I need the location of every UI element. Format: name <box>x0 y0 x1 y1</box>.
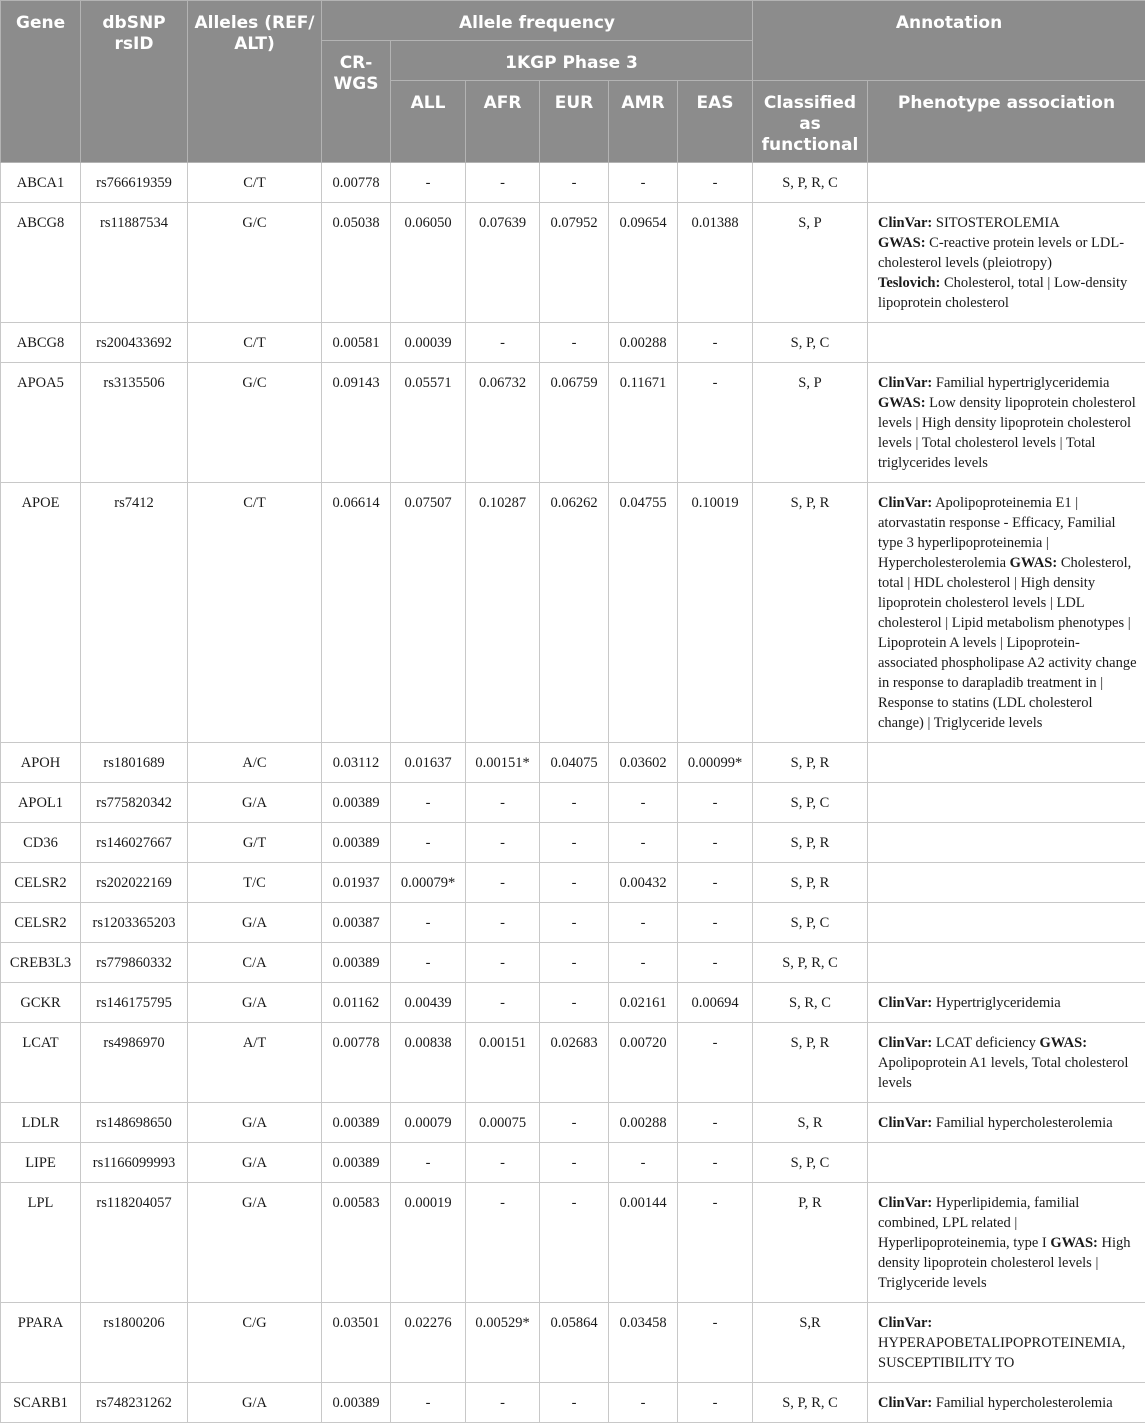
eas-cell: - <box>678 903 753 943</box>
afr-cell: - <box>466 1383 540 1423</box>
afr-cell: - <box>466 163 540 203</box>
all-cell: - <box>391 783 466 823</box>
amr-cell: 0.03602 <box>609 743 678 783</box>
classified-cell: S, P <box>753 203 868 323</box>
eur-cell: - <box>540 903 609 943</box>
amr-cell: 0.00288 <box>609 323 678 363</box>
classified-cell: S, P, R <box>753 743 868 783</box>
amr-cell: 0.04755 <box>609 483 678 743</box>
phenotype-text: Apolipoprotein A1 levels, Total cholesterol levels <box>878 1055 1129 1091</box>
phenotype-text: Hypertriglyceridemia <box>932 995 1061 1011</box>
eur-cell: - <box>540 163 609 203</box>
eas-cell: - <box>678 163 753 203</box>
gene-cell: APOE <box>1 483 81 743</box>
phenotype-source-label: ClinVar: <box>878 495 933 511</box>
phenotype-source-label: ClinVar: <box>878 1195 933 1211</box>
afr-cell: - <box>466 983 540 1023</box>
alleles-cell: G/A <box>188 1103 322 1143</box>
header-eur: EUR <box>540 81 609 163</box>
alleles-cell: A/C <box>188 743 322 783</box>
amr-cell: - <box>609 1383 678 1423</box>
phenotype-cell <box>868 1143 1145 1183</box>
alleles-cell: C/T <box>188 163 322 203</box>
alleles-cell: A/T <box>188 1023 322 1103</box>
all-cell: - <box>391 943 466 983</box>
rsid-cell: rs1801689 <box>81 743 188 783</box>
eas-cell: 0.00694 <box>678 983 753 1023</box>
all-cell: - <box>391 903 466 943</box>
phenotype-text: Familial hypercholesterolemia <box>932 1395 1113 1411</box>
crwgs-cell: 0.00389 <box>322 1383 391 1423</box>
crwgs-cell: 0.05038 <box>322 203 391 323</box>
header-alleles: Alleles (REF/ ALT) <box>188 1 322 163</box>
afr-cell: - <box>466 823 540 863</box>
classified-cell: S,R <box>753 1303 868 1383</box>
gene-cell: APOH <box>1 743 81 783</box>
eas-cell: 0.10019 <box>678 483 753 743</box>
alleles-cell: G/A <box>188 983 322 1023</box>
header-crwgs: CR-WGS <box>322 41 391 163</box>
eur-cell: - <box>540 983 609 1023</box>
crwgs-cell: 0.00389 <box>322 783 391 823</box>
classified-cell: S, P, R, C <box>753 943 868 983</box>
header-gene: Gene <box>1 1 81 163</box>
rsid-cell: rs148698650 <box>81 1103 188 1143</box>
eas-cell: - <box>678 783 753 823</box>
phenotype-text: Low density lipoprotein cholesterol levels | High density lipoprotein cholesterol levels | Total cholesterol levels | Total triglycerides levels <box>878 395 1136 471</box>
phenotype-text: C-reactive protein levels or LDL-cholesterol levels (pleiotropy) <box>878 235 1125 271</box>
all-cell: - <box>391 823 466 863</box>
alleles-cell: G/A <box>188 1383 322 1423</box>
crwgs-cell: 0.01937 <box>322 863 391 903</box>
phenotype-source-label: ClinVar: <box>878 1115 933 1131</box>
all-cell: 0.00838 <box>391 1023 466 1103</box>
phenotype-source-label: GWAS: <box>878 395 926 411</box>
eur-cell: 0.07952 <box>540 203 609 323</box>
phenotype-text: Cholesterol, total | Low-density lipoprotein cholesterol <box>878 275 1128 311</box>
amr-cell: - <box>609 1143 678 1183</box>
phenotype-text: High density lipoprotein cholesterol levels | Triglyceride levels <box>878 1235 1131 1291</box>
gene-cell: ABCG8 <box>1 203 81 323</box>
eur-cell: - <box>540 323 609 363</box>
phenotype-cell <box>868 1303 1145 1383</box>
gene-cell: LIPE <box>1 1143 81 1183</box>
eas-cell: - <box>678 823 753 863</box>
afr-cell: 0.00529* <box>466 1303 540 1383</box>
classified-cell: S, P, C <box>753 323 868 363</box>
phenotype-text: Familial hypertriglyceridemia <box>932 375 1110 391</box>
amr-cell: 0.00144 <box>609 1183 678 1303</box>
crwgs-cell: 0.00389 <box>322 823 391 863</box>
header-phenotype: Phenotype association <box>868 81 1145 163</box>
afr-cell: - <box>466 1143 540 1183</box>
rsid-cell: rs7412 <box>81 483 188 743</box>
eas-cell: - <box>678 363 753 483</box>
afr-cell: - <box>466 323 540 363</box>
classified-cell: S, P, C <box>753 783 868 823</box>
phenotype-cell <box>868 163 1145 203</box>
classified-cell: S, P, R <box>753 1023 868 1103</box>
amr-cell: 0.11671 <box>609 363 678 483</box>
rsid-cell: rs4986970 <box>81 1023 188 1103</box>
eur-cell: 0.05864 <box>540 1303 609 1383</box>
gene-cell: LPL <box>1 1183 81 1303</box>
classified-cell: S, P, R <box>753 483 868 743</box>
rsid-cell: rs1800206 <box>81 1303 188 1383</box>
rsid-cell: rs775820342 <box>81 783 188 823</box>
classified-cell: S, P, R <box>753 823 868 863</box>
classified-cell: S, P, R, C <box>753 163 868 203</box>
afr-cell: 0.00075 <box>466 1103 540 1143</box>
table-row <box>1 203 1145 323</box>
afr-cell: 0.10287 <box>466 483 540 743</box>
gene-cell: APOL1 <box>1 783 81 823</box>
eur-cell: - <box>540 823 609 863</box>
crwgs-cell: 0.03501 <box>322 1303 391 1383</box>
amr-cell: - <box>609 783 678 823</box>
phenotype-text: Familial hypercholesterolemia <box>932 1115 1113 1131</box>
phenotype-cell <box>868 1183 1145 1303</box>
amr-cell: 0.03458 <box>609 1303 678 1383</box>
alleles-cell: C/T <box>188 323 322 363</box>
table-row <box>1 903 1145 943</box>
afr-cell: 0.00151 <box>466 1023 540 1103</box>
rsid-cell: rs146175795 <box>81 983 188 1023</box>
all-cell: 0.00039 <box>391 323 466 363</box>
all-cell: 0.05571 <box>391 363 466 483</box>
alleles-cell: C/G <box>188 1303 322 1383</box>
phenotype-cell <box>868 1383 1145 1423</box>
eur-cell: - <box>540 783 609 823</box>
header-eas: EAS <box>678 81 753 163</box>
amr-cell: - <box>609 903 678 943</box>
classified-cell: S, P <box>753 363 868 483</box>
crwgs-cell: 0.00389 <box>322 1103 391 1143</box>
classified-cell: P, R <box>753 1183 868 1303</box>
phenotype-source-label: GWAS: <box>1009 555 1058 571</box>
table-body <box>1 163 1145 1423</box>
rsid-cell: rs779860332 <box>81 943 188 983</box>
eas-cell: 0.01388 <box>678 203 753 323</box>
eas-cell: - <box>678 1303 753 1383</box>
alleles-cell: G/T <box>188 823 322 863</box>
amr-cell: - <box>609 943 678 983</box>
eur-cell: - <box>540 1183 609 1303</box>
phenotype-source-label: ClinVar: <box>878 215 933 231</box>
all-cell: 0.06050 <box>391 203 466 323</box>
eur-cell: - <box>540 1383 609 1423</box>
crwgs-cell: 0.00389 <box>322 1143 391 1183</box>
all-cell: 0.00079* <box>391 863 466 903</box>
crwgs-cell: 0.01162 <box>322 983 391 1023</box>
header-annotation: Annotation <box>753 1 1145 81</box>
eas-cell: 0.00099* <box>678 743 753 783</box>
table-row <box>1 1383 1145 1423</box>
phenotype-cell <box>868 363 1145 483</box>
phenotype-source-label: ClinVar: <box>878 1035 933 1051</box>
rsid-cell: rs766619359 <box>81 163 188 203</box>
gene-cell: CREB3L3 <box>1 943 81 983</box>
alleles-cell: G/C <box>188 363 322 483</box>
amr-cell: 0.00432 <box>609 863 678 903</box>
amr-cell: 0.00720 <box>609 1023 678 1103</box>
all-cell: 0.00019 <box>391 1183 466 1303</box>
phenotype-cell <box>868 783 1145 823</box>
phenotype-source-label: GWAS: <box>878 235 926 251</box>
classified-cell: S, R, C <box>753 983 868 1023</box>
table-row <box>1 1183 1145 1303</box>
table-row <box>1 943 1145 983</box>
eur-cell: 0.02683 <box>540 1023 609 1103</box>
rsid-cell: rs200433692 <box>81 323 188 363</box>
table-row <box>1 1303 1145 1383</box>
header-amr: AMR <box>609 81 678 163</box>
eas-cell: - <box>678 1383 753 1423</box>
rsid-cell: rs1166099993 <box>81 1143 188 1183</box>
phenotype-source-label: ClinVar: <box>878 1395 933 1411</box>
afr-cell: 0.00151* <box>466 743 540 783</box>
phenotype-cell <box>868 823 1145 863</box>
crwgs-cell: 0.09143 <box>322 363 391 483</box>
phenotype-source-label: GWAS: <box>1039 1035 1088 1051</box>
classified-cell: S, R <box>753 1103 868 1143</box>
phenotype-text: Apolipoproteinemia E1 | atorvastatin response - Efficacy, Familial type 3 hyperlipoproteinemia | Hypercholesterolemia <box>878 495 1116 571</box>
afr-cell: - <box>466 1183 540 1303</box>
eur-cell: - <box>540 1103 609 1143</box>
gene-cell: CD36 <box>1 823 81 863</box>
rsid-cell: rs202022169 <box>81 863 188 903</box>
gene-cell: CELSR2 <box>1 903 81 943</box>
header-allele-frequency: Allele frequency <box>322 1 753 41</box>
gene-cell: ABCG8 <box>1 323 81 363</box>
eur-cell: - <box>540 1143 609 1183</box>
eur-cell: - <box>540 943 609 983</box>
table-row <box>1 1023 1145 1103</box>
table-row <box>1 983 1145 1023</box>
header-all: ALL <box>391 81 466 163</box>
amr-cell: - <box>609 163 678 203</box>
eas-cell: - <box>678 1183 753 1303</box>
crwgs-cell: 0.00583 <box>322 1183 391 1303</box>
all-cell: 0.00079 <box>391 1103 466 1143</box>
phenotype-text: HYPERAPOBETALIPOPROTEINEMIA, SUSCEPTIBILITY TO <box>878 1335 1126 1371</box>
gene-cell: ABCA1 <box>1 163 81 203</box>
rsid-cell: rs3135506 <box>81 363 188 483</box>
amr-cell: 0.02161 <box>609 983 678 1023</box>
gene-cell: CELSR2 <box>1 863 81 903</box>
afr-cell: - <box>466 783 540 823</box>
phenotype-cell <box>868 943 1145 983</box>
rsid-cell: rs118204057 <box>81 1183 188 1303</box>
all-cell: 0.00439 <box>391 983 466 1023</box>
eur-cell: 0.06759 <box>540 363 609 483</box>
afr-cell: - <box>466 863 540 903</box>
table-header <box>1 1 1145 163</box>
table-row <box>1 863 1145 903</box>
gene-cell: PPARA <box>1 1303 81 1383</box>
classified-cell: S, P, R, C <box>753 1383 868 1423</box>
alleles-cell: C/T <box>188 483 322 743</box>
table-row <box>1 323 1145 363</box>
afr-cell: - <box>466 903 540 943</box>
amr-cell: - <box>609 823 678 863</box>
classified-cell: S, P, C <box>753 1143 868 1183</box>
crwgs-cell: 0.00778 <box>322 1023 391 1103</box>
eas-cell: - <box>678 1023 753 1103</box>
gene-cell: LDLR <box>1 1103 81 1143</box>
phenotype-cell <box>868 903 1145 943</box>
phenotype-source-label: ClinVar: <box>878 1315 933 1331</box>
crwgs-cell: 0.00778 <box>322 163 391 203</box>
eas-cell: - <box>678 943 753 983</box>
header-1kgp: 1KGP Phase 3 <box>391 41 753 81</box>
table-row <box>1 783 1145 823</box>
crwgs-cell: 0.03112 <box>322 743 391 783</box>
table-row <box>1 363 1145 483</box>
gene-cell: SCARB1 <box>1 1383 81 1423</box>
phenotype-cell <box>868 203 1145 323</box>
rsid-cell: rs748231262 <box>81 1383 188 1423</box>
rsid-cell: rs146027667 <box>81 823 188 863</box>
gene-cell: APOA5 <box>1 363 81 483</box>
rsid-cell: rs11887534 <box>81 203 188 323</box>
all-cell: 0.01637 <box>391 743 466 783</box>
afr-cell: 0.07639 <box>466 203 540 323</box>
crwgs-cell: 0.00389 <box>322 943 391 983</box>
crwgs-cell: 0.00387 <box>322 903 391 943</box>
phenotype-text: SITOSTEROLEMIA <box>932 215 1060 231</box>
table-row <box>1 823 1145 863</box>
alleles-cell: G/A <box>188 1183 322 1303</box>
eas-cell: - <box>678 1103 753 1143</box>
phenotype-cell <box>868 983 1145 1023</box>
phenotype-text: LCAT deficiency <box>932 1035 1040 1051</box>
all-cell: - <box>391 1143 466 1183</box>
phenotype-cell <box>868 863 1145 903</box>
amr-cell: 0.09654 <box>609 203 678 323</box>
phenotype-cell <box>868 323 1145 363</box>
alleles-cell: G/A <box>188 1143 322 1183</box>
alleles-cell: G/C <box>188 203 322 323</box>
eur-cell: - <box>540 863 609 903</box>
crwgs-cell: 0.00581 <box>322 323 391 363</box>
all-cell: 0.02276 <box>391 1303 466 1383</box>
phenotype-source-label: GWAS: <box>1050 1235 1098 1251</box>
all-cell: 0.07507 <box>391 483 466 743</box>
phenotype-cell <box>868 1103 1145 1143</box>
classified-cell: S, P, C <box>753 903 868 943</box>
alleles-cell: G/A <box>188 783 322 823</box>
eur-cell: 0.04075 <box>540 743 609 783</box>
table-row <box>1 1143 1145 1183</box>
phenotype-source-label: Teslovich: <box>878 275 941 291</box>
alleles-cell: C/A <box>188 943 322 983</box>
alleles-cell: G/A <box>188 903 322 943</box>
header-afr: AFR <box>466 81 540 163</box>
eas-cell: - <box>678 323 753 363</box>
gene-cell: GCKR <box>1 983 81 1023</box>
header-dbsnp: dbSNP rsID <box>81 1 188 163</box>
phenotype-cell <box>868 743 1145 783</box>
gene-cell: LCAT <box>1 1023 81 1103</box>
eas-cell: - <box>678 1143 753 1183</box>
phenotype-text: Cholesterol, total | HDL cholesterol | High density lipoprotein cholesterol levels | LDL cholesterol | Lipid metabolism phenotypes | Lipoprotein A levels | Lipoprotein-associated phospholipase A2 activity change in response to darapladib treatment in | Response to statins (LDL cholesterol change) | Triglyceride levels <box>878 555 1137 731</box>
all-cell: - <box>391 1383 466 1423</box>
classified-cell: S, P, R <box>753 863 868 903</box>
all-cell: - <box>391 163 466 203</box>
table-row <box>1 1103 1145 1143</box>
afr-cell: - <box>466 943 540 983</box>
alleles-cell: T/C <box>188 863 322 903</box>
table-row <box>1 163 1145 203</box>
phenotype-source-label: ClinVar: <box>878 995 933 1011</box>
phenotype-source-label: ClinVar: <box>878 375 933 391</box>
header-classified: Classified as functional <box>753 81 868 163</box>
table-row <box>1 483 1145 743</box>
rsid-cell: rs1203365203 <box>81 903 188 943</box>
phenotype-cell <box>868 483 1145 743</box>
phenotype-cell <box>868 1023 1145 1103</box>
afr-cell: 0.06732 <box>466 363 540 483</box>
eas-cell: - <box>678 863 753 903</box>
table-row <box>1 743 1145 783</box>
amr-cell: 0.00288 <box>609 1103 678 1143</box>
phenotype-text: Hyperlipidemia, familial combined, LPL related | Hyperlipoproteinemia, type I <box>878 1195 1080 1251</box>
eur-cell: 0.06262 <box>540 483 609 743</box>
crwgs-cell: 0.06614 <box>322 483 391 743</box>
